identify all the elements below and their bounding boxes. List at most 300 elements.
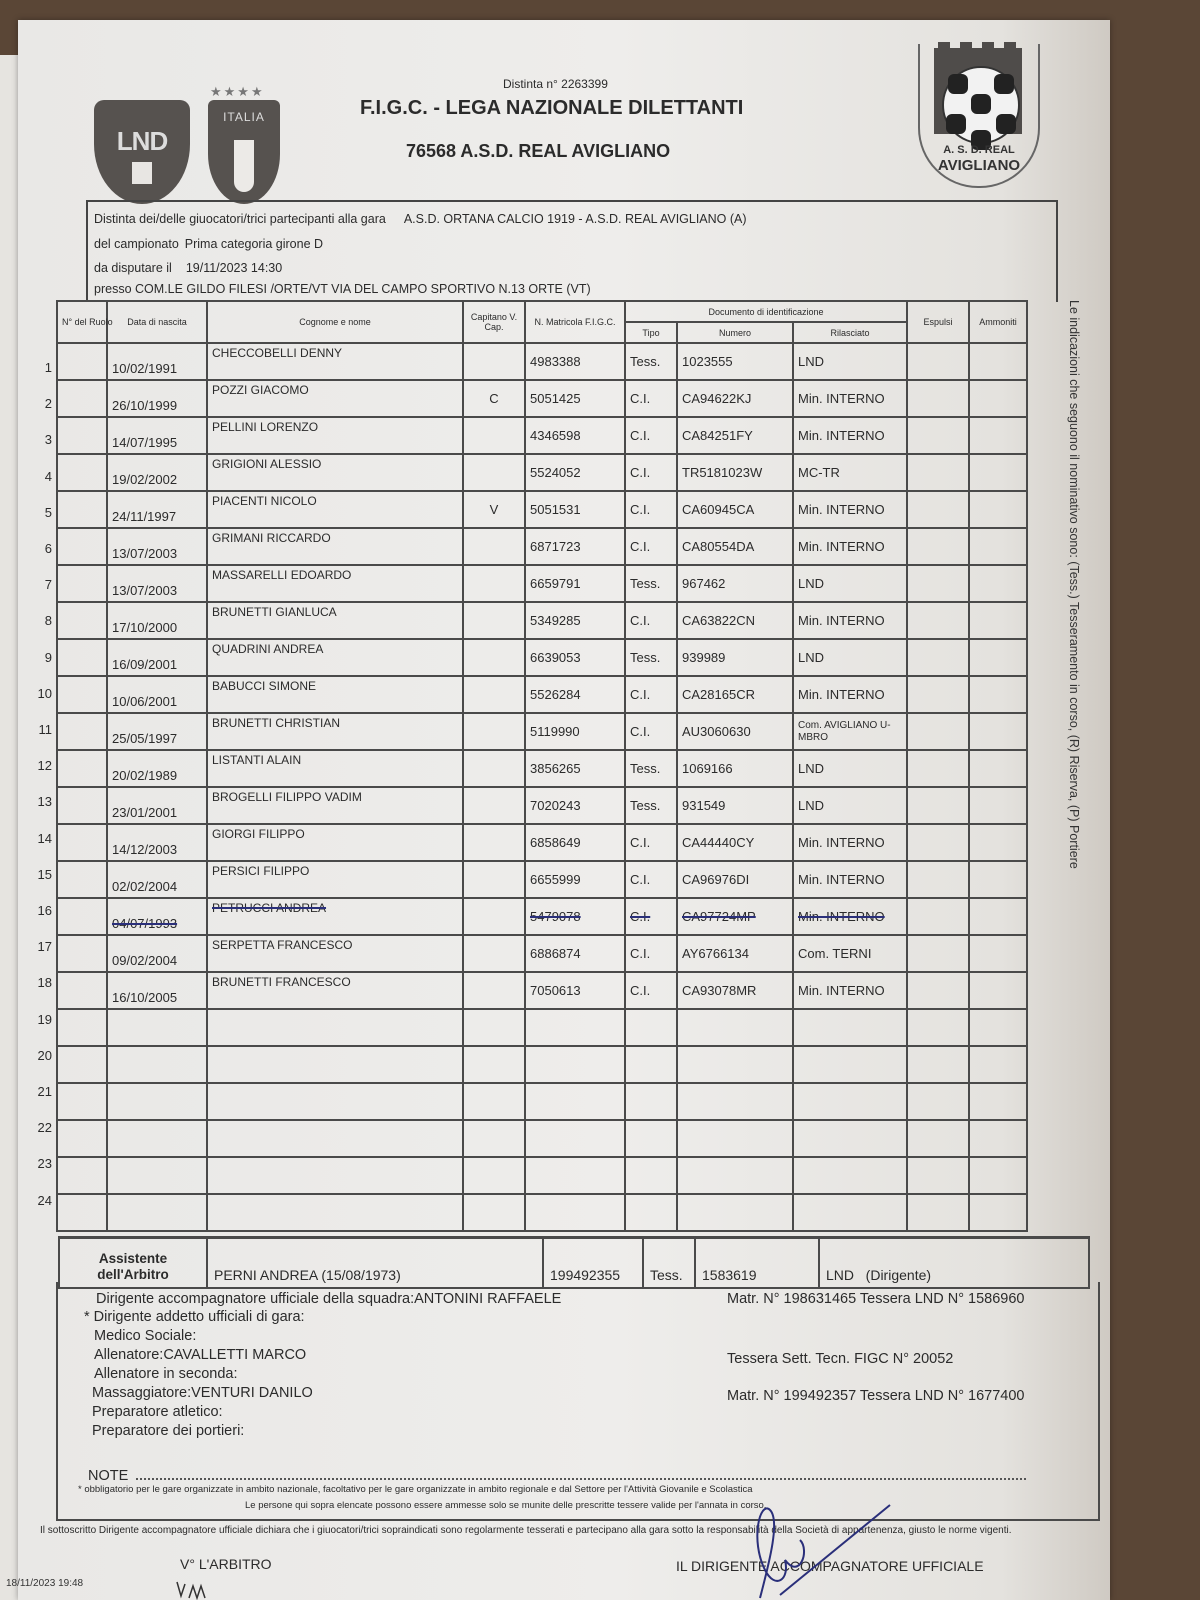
cell-matricola: 5526284	[525, 676, 625, 713]
cell-cap	[463, 639, 525, 676]
cell-amm	[969, 602, 1027, 639]
club-name: 76568 A.S.D. REAL AVIGLIANO	[406, 141, 671, 161]
row-number: 24	[37, 1192, 52, 1208]
table-row	[57, 676, 1085, 713]
cell-ruolo	[57, 528, 107, 565]
table-row	[57, 639, 1085, 676]
cell-numero: TR5181023W	[677, 454, 793, 491]
cell-matricola: 7050613	[525, 972, 625, 1009]
cell-amm	[969, 972, 1027, 1009]
row-spacer	[1027, 898, 1085, 935]
cell-ruolo	[57, 1009, 107, 1046]
cell-tipo	[625, 1046, 677, 1083]
cell-nascita: 02/02/2004	[107, 861, 207, 898]
cell-cap	[463, 1120, 525, 1157]
cell-rilasciato: Min. INTERNO	[793, 380, 907, 417]
cell-nome: PERSICI FILIPPO	[207, 861, 463, 898]
cell-ruolo	[57, 1046, 107, 1083]
cell-ruolo	[57, 491, 107, 528]
cell-matricola: 4346598	[525, 417, 625, 454]
cell-amm	[969, 750, 1027, 787]
cell-matricola: 6886874	[525, 935, 625, 972]
cell-numero	[677, 1157, 793, 1194]
cell-ruolo	[57, 1083, 107, 1120]
cell-cap	[463, 565, 525, 602]
cell-nome	[207, 1157, 463, 1194]
cell-nome	[207, 1120, 463, 1157]
cell-cap	[463, 1157, 525, 1194]
row-spacer	[1027, 1157, 1085, 1194]
medico-line: Medico Sociale:	[94, 1328, 197, 1344]
assistente-tipo: Tess.	[643, 1238, 695, 1289]
cell-numero	[677, 1083, 793, 1120]
document-title: F.I.G.C. - LEGA NAZIONALE DILETTANTI	[360, 97, 744, 119]
cell-matricola	[525, 1009, 625, 1046]
cell-nascita	[107, 1083, 207, 1120]
dirigente-info: Matr. N° 198631465 Tessera LND N° 1586960	[727, 1291, 1025, 1307]
cell-rilasciato: Min. INTERNO	[793, 676, 907, 713]
cell-amm	[969, 713, 1027, 750]
row-spacer	[1027, 1009, 1085, 1046]
side-legend: Le indicazioni che seguono il nominativo sono: (Tess.) Tesseramento in corso, (R) Riserva, (P) Portiere	[1067, 300, 1081, 869]
cell-tipo: C.I.	[625, 898, 677, 935]
cell-cap	[463, 417, 525, 454]
cell-ruolo	[57, 750, 107, 787]
cell-nascita: 17/10/2000	[107, 602, 207, 639]
cell-cap	[463, 750, 525, 787]
cell-nome: GRIGIONI ALESSIO	[207, 454, 463, 491]
cell-amm	[969, 491, 1027, 528]
table-row	[57, 417, 1085, 454]
cell-ruolo	[57, 380, 107, 417]
col-espulsi: Espulsi	[907, 301, 969, 343]
col-nome: Cognome e nome	[207, 301, 463, 343]
table-row	[57, 1120, 1085, 1157]
cell-nome: BRUNETTI CHRISTIAN	[207, 713, 463, 750]
cell-nascita	[107, 1157, 207, 1194]
cell-numero	[677, 1194, 793, 1231]
cell-ruolo	[57, 417, 107, 454]
italia-logo-bar	[234, 140, 254, 192]
timestamp: 18/11/2023 19:48	[6, 1578, 84, 1589]
note-field[interactable]	[136, 1478, 1026, 1480]
cell-numero	[677, 1009, 793, 1046]
table-row	[57, 1046, 1085, 1083]
cell-rilasciato: LND	[793, 750, 907, 787]
cell-rilasciato	[793, 1009, 907, 1046]
cell-numero: CA96976DI	[677, 861, 793, 898]
cell-matricola: 7020243	[525, 787, 625, 824]
cell-nascita: 10/02/1991	[107, 343, 207, 380]
cell-nascita	[107, 1120, 207, 1157]
cell-matricola: 4983388	[525, 343, 625, 380]
allenatore-line: Allenatore:CAVALLETTI MARCO	[94, 1347, 307, 1363]
cell-nome: SERPETTA FRANCESCO	[207, 935, 463, 972]
cell-amm	[969, 1009, 1027, 1046]
cell-numero: 1023555	[677, 343, 793, 380]
massaggiatore-line: Massaggiatore:VENTURI DANILO	[92, 1385, 313, 1401]
cell-tipo	[625, 1120, 677, 1157]
cell-tipo: C.I.	[625, 417, 677, 454]
cell-rilasciato: MC-TR	[793, 454, 907, 491]
cell-nome: GIORGI FILIPPO	[207, 824, 463, 861]
cell-nome: PETRUCCI ANDREA	[207, 898, 463, 935]
cell-rilasciato: Min. INTERNO	[793, 417, 907, 454]
cell-numero: CA44440CY	[677, 824, 793, 861]
lnd-logo-text: LND	[116, 126, 168, 156]
cell-tipo	[625, 1083, 677, 1120]
cell-esp	[907, 1009, 969, 1046]
cell-nome: BROGELLI FILIPPO VADIM	[207, 787, 463, 824]
cell-amm	[969, 343, 1027, 380]
table-row	[57, 1083, 1085, 1120]
cell-cap	[463, 1009, 525, 1046]
row-number: 10	[37, 685, 52, 701]
cell-nascita: 24/11/1997	[107, 491, 207, 528]
cell-amm	[969, 1157, 1027, 1194]
cell-ruolo	[57, 824, 107, 861]
row-spacer	[1027, 1083, 1085, 1120]
cell-ruolo	[57, 639, 107, 676]
row-number: 21	[37, 1084, 52, 1099]
cell-nascita: 13/07/2003	[107, 528, 207, 565]
row-number: 17	[37, 939, 52, 955]
cell-amm	[969, 898, 1027, 935]
cell-ruolo	[57, 565, 107, 602]
cell-nascita: 20/02/1989	[107, 750, 207, 787]
row-number: 11	[38, 722, 52, 737]
cell-tipo: Tess.	[625, 639, 677, 676]
cell-numero	[677, 1120, 793, 1157]
cell-ruolo	[57, 343, 107, 380]
row-number: 23	[37, 1156, 52, 1172]
cell-numero: CA60945CA	[677, 491, 793, 528]
table-row	[57, 1194, 1085, 1231]
cell-amm	[969, 1046, 1027, 1083]
cell-tipo: C.I.	[625, 935, 677, 972]
col-documento: Documento di identificazione	[625, 301, 907, 322]
cell-nome: PIACENTI NICOLO	[207, 491, 463, 528]
assistente-label: Assistente dell'Arbitro	[59, 1238, 207, 1289]
cell-tipo: Tess.	[625, 343, 677, 380]
cell-esp	[907, 861, 969, 898]
cell-nascita: 25/05/1997	[107, 713, 207, 750]
cell-esp	[907, 824, 969, 861]
cell-cap: C	[463, 380, 525, 417]
row-spacer	[1027, 935, 1085, 972]
cell-nome	[207, 1194, 463, 1231]
cell-amm	[969, 935, 1027, 972]
atletico-line: Preparatore atletico:	[92, 1404, 223, 1420]
table-row	[57, 972, 1085, 1009]
col-nascita: Data di nascita	[107, 301, 207, 343]
cell-esp	[907, 454, 969, 491]
cell-nome: GRIMANI RICCARDO	[207, 528, 463, 565]
cell-numero: 931549	[677, 787, 793, 824]
cell-ruolo	[57, 861, 107, 898]
cell-nascita: 14/07/1995	[107, 417, 207, 454]
col-ammoniti: Ammoniti	[969, 301, 1027, 343]
cell-nascita: 04/07/1993	[107, 898, 207, 935]
table-row	[57, 1009, 1085, 1046]
cell-amm	[969, 676, 1027, 713]
table-row	[57, 602, 1085, 639]
row-number: 3	[44, 432, 52, 448]
col-numero: Numero	[677, 322, 793, 343]
table-row	[57, 380, 1085, 417]
cell-amm	[969, 417, 1027, 454]
campionato-label: del campionato	[94, 237, 179, 251]
cell-esp	[907, 1120, 969, 1157]
cell-matricola	[525, 1083, 625, 1120]
club-logo-line1: A. S. D. REAL	[943, 144, 1015, 156]
cell-rilasciato: LND	[793, 639, 907, 676]
club-logo	[918, 44, 1040, 188]
row-number: 15	[37, 866, 52, 882]
table-row	[57, 565, 1085, 602]
row-number: 14	[37, 830, 52, 846]
soccer-ball-icon	[942, 66, 1020, 144]
cell-tipo: C.I.	[625, 713, 677, 750]
cell-amm	[969, 1194, 1027, 1231]
portieri-line: Preparatore dei portieri:	[92, 1423, 245, 1439]
cell-numero: 939989	[677, 639, 793, 676]
cell-tipo: C.I.	[625, 528, 677, 565]
cell-nascita: 14/12/2003	[107, 824, 207, 861]
cell-amm	[969, 1120, 1027, 1157]
cell-ruolo	[57, 935, 107, 972]
distinta-number: Distinta n° 2263399	[503, 77, 608, 91]
row-number: 18	[37, 975, 52, 991]
cell-matricola	[525, 1194, 625, 1231]
row-number: 6	[44, 541, 52, 556]
cell-cap	[463, 343, 525, 380]
cell-tipo: C.I.	[625, 676, 677, 713]
cell-tipo: C.I.	[625, 602, 677, 639]
cell-nascita: 09/02/2004	[107, 935, 207, 972]
gara-label: Distinta dei/delle giuocatori/trici partecipanti alla gara	[94, 212, 386, 226]
cell-esp	[907, 935, 969, 972]
cell-ruolo	[57, 972, 107, 1009]
cell-numero: CA80554DA	[677, 528, 793, 565]
cell-ruolo	[57, 1194, 107, 1231]
cell-rilasciato	[793, 1046, 907, 1083]
cell-esp	[907, 528, 969, 565]
addetto-line: * Dirigente addetto ufficiali di gara:	[84, 1309, 305, 1325]
row-spacer	[1027, 972, 1085, 1009]
cell-ruolo	[57, 1157, 107, 1194]
cell-tipo: Tess.	[625, 787, 677, 824]
cell-nascita: 10/06/2001	[107, 676, 207, 713]
row-number: 1	[44, 360, 52, 375]
allenatore-info: Tessera Sett. Tecn. FIGC N° 20052	[727, 1351, 954, 1367]
stars-icon: ★★★★	[210, 84, 265, 99]
cell-numero: 967462	[677, 565, 793, 602]
cell-matricola: 5051531	[525, 491, 625, 528]
cell-rilasciato	[793, 1120, 907, 1157]
cell-tipo: C.I.	[625, 824, 677, 861]
cell-esp	[907, 380, 969, 417]
table-row	[57, 824, 1085, 861]
gara-value: A.S.D. ORTANA CALCIO 1919 - A.S.D. REAL AVIGLIANO (A)	[403, 212, 747, 226]
players-table	[56, 300, 1085, 1232]
row-spacer	[1027, 1194, 1085, 1231]
dirigente-label: IL DIRIGENTE ACCOMPAGNATORE UFFICIALE	[676, 1558, 984, 1574]
lnd-logo-tile	[132, 162, 152, 184]
row-number: 13	[37, 794, 52, 810]
cell-amm	[969, 824, 1027, 861]
cell-ruolo	[57, 787, 107, 824]
cell-cap	[463, 676, 525, 713]
cell-tipo	[625, 1009, 677, 1046]
table-row	[57, 343, 1085, 380]
cell-rilasciato	[793, 1083, 907, 1120]
row-spacer	[1027, 1120, 1085, 1157]
col-matricola: N. Matricola F.I.G.C.	[525, 301, 625, 343]
cell-nome: PELLINI LORENZO	[207, 417, 463, 454]
cell-numero: CA97724MP	[677, 898, 793, 935]
cell-cap	[463, 602, 525, 639]
cell-ruolo	[57, 454, 107, 491]
table-row	[57, 454, 1085, 491]
assistente-rilasciato: LND (Dirigente)	[819, 1238, 1089, 1289]
cell-matricola: 3856265	[525, 750, 625, 787]
cell-nascita: 23/01/2001	[107, 787, 207, 824]
table-row	[57, 491, 1085, 528]
table-row	[57, 713, 1085, 750]
cell-tipo: C.I.	[625, 972, 677, 1009]
cell-numero: CA94622KJ	[677, 380, 793, 417]
cell-ruolo	[57, 676, 107, 713]
data-label: da disputare il	[94, 261, 172, 275]
cell-nascita	[107, 1009, 207, 1046]
cell-matricola: 6858649	[525, 824, 625, 861]
cell-nome: QUADRINI ANDREA	[207, 639, 463, 676]
cell-rilasciato: Min. INTERNO	[793, 528, 907, 565]
footnote-2: Le persone qui sopra elencate possono essere ammesse solo se munite delle prescritte tessere valide per l'annata in corso.	[245, 1500, 767, 1511]
cell-esp	[907, 898, 969, 935]
cell-cap	[463, 454, 525, 491]
assistente-numero: 1583619	[695, 1238, 819, 1289]
cell-esp	[907, 1046, 969, 1083]
data-value: 19/11/2023 14:30	[185, 261, 283, 275]
row-number: 7	[44, 577, 52, 593]
cell-ruolo	[57, 602, 107, 639]
cell-nome: BRUNETTI GIANLUCA	[207, 602, 463, 639]
cell-esp	[907, 417, 969, 454]
col-ruolo: N° del Ruolo	[57, 301, 107, 343]
cell-rilasciato	[793, 1157, 907, 1194]
cell-matricola	[525, 1046, 625, 1083]
row-number: 22	[37, 1120, 52, 1136]
table-row	[57, 935, 1085, 972]
club-logo-line2: AVIGLIANO	[937, 157, 1021, 174]
cell-nascita	[107, 1194, 207, 1231]
table-row	[57, 1157, 1085, 1194]
table-row	[57, 898, 1085, 935]
cell-amm	[969, 1083, 1027, 1120]
cell-cap	[463, 1083, 525, 1120]
cell-amm	[969, 454, 1027, 491]
cell-rilasciato: Min. INTERNO	[793, 491, 907, 528]
cell-amm	[969, 380, 1027, 417]
cell-nome: POZZI GIACOMO	[207, 380, 463, 417]
row-number: 8	[44, 613, 52, 629]
cell-tipo	[625, 1194, 677, 1231]
cell-numero: AU3060630	[677, 713, 793, 750]
cell-esp	[907, 1194, 969, 1231]
table-row	[57, 528, 1085, 565]
cell-cap	[463, 713, 525, 750]
cell-rilasciato: LND	[793, 787, 907, 824]
cell-esp	[907, 602, 969, 639]
cell-tipo: Tess.	[625, 750, 677, 787]
dirigente-line: Dirigente accompagnatore ufficiale della squadra:ANTONINI RAFFAELE	[96, 1291, 562, 1307]
cell-tipo: Tess.	[625, 565, 677, 602]
campionato-value: Prima categoria girone D	[184, 237, 324, 251]
cell-matricola: 5051425	[525, 380, 625, 417]
note-label: NOTE	[88, 1468, 129, 1484]
cell-nome: LISTANTI ALAIN	[207, 750, 463, 787]
cell-cap	[463, 1046, 525, 1083]
cell-nascita: 26/10/1999	[107, 380, 207, 417]
cell-cap	[463, 824, 525, 861]
cell-rilasciato: Min. INTERNO	[793, 602, 907, 639]
cell-nome: MASSARELLI EDOARDO	[207, 565, 463, 602]
underlying-sheet	[0, 55, 18, 1600]
cell-cap	[463, 861, 525, 898]
cell-tipo: C.I.	[625, 380, 677, 417]
cell-cap	[463, 787, 525, 824]
cell-esp	[907, 343, 969, 380]
cell-cap	[463, 972, 525, 1009]
massaggiatore-info: Matr. N° 199492357 Tessera LND N° 1677400	[727, 1388, 1025, 1404]
cell-amm	[969, 861, 1027, 898]
arbitro-signature-icon	[175, 1578, 215, 1600]
cell-ruolo	[57, 1120, 107, 1157]
cell-rilasciato: Min. INTERNO	[793, 861, 907, 898]
cell-numero: AY6766134	[677, 935, 793, 972]
cell-numero	[677, 1046, 793, 1083]
col-capitano: Capitano V. Cap.	[463, 301, 525, 343]
table-row	[57, 787, 1085, 824]
cell-matricola: 5349285	[525, 602, 625, 639]
cell-esp	[907, 565, 969, 602]
cell-tipo: C.I.	[625, 454, 677, 491]
cell-numero: CA93078MR	[677, 972, 793, 1009]
cell-nascita: 19/02/2002	[107, 454, 207, 491]
cell-nome	[207, 1083, 463, 1120]
table-row	[57, 861, 1085, 898]
cell-rilasciato: Min. INTERNO	[793, 898, 907, 935]
row-number: 5	[44, 504, 52, 520]
cell-amm	[969, 787, 1027, 824]
cell-nascita: 16/09/2001	[107, 639, 207, 676]
cell-nome: BABUCCI SIMONE	[207, 676, 463, 713]
cell-numero: CA63822CN	[677, 602, 793, 639]
row-number: 2	[44, 396, 52, 412]
cell-matricola	[525, 1120, 625, 1157]
assistente-matricola: 199492355	[543, 1238, 643, 1289]
cell-nome: BRUNETTI FRANCESCO	[207, 972, 463, 1009]
row-number: 20	[37, 1047, 52, 1063]
cell-esp	[907, 1157, 969, 1194]
cell-matricola	[525, 1157, 625, 1194]
row-number: 9	[44, 649, 52, 665]
cell-rilasciato: Com. AVIGLIANO U-MBRO	[793, 713, 907, 750]
cell-matricola: 5524052	[525, 454, 625, 491]
cell-amm	[969, 565, 1027, 602]
